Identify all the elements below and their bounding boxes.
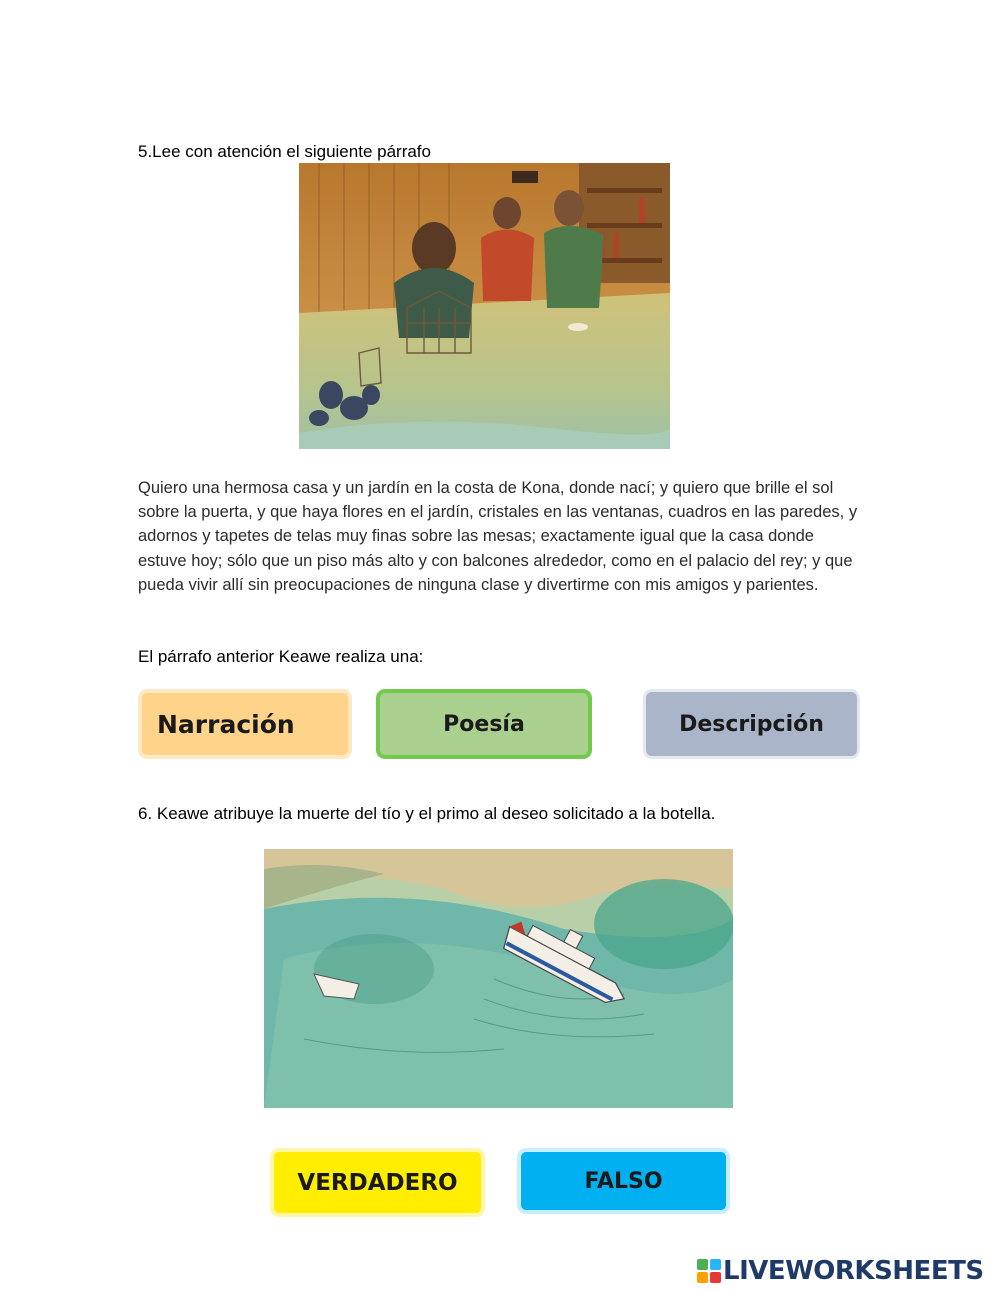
option-verdadero[interactable]: VERDADERO [270, 1148, 485, 1217]
question-5-title: 5.Lee con atención el siguiente párrafo [138, 142, 431, 161]
liveworksheets-logo [697, 1255, 984, 1287]
house-model-illustration [299, 163, 670, 449]
logo-text: LIVEWORKSHEETS [723, 1256, 984, 1286]
option-poesia[interactable]: Poesía [376, 689, 592, 759]
logo-block-icon [697, 1259, 708, 1270]
logo-block-icon [710, 1259, 721, 1270]
story-paragraph: Quiero una hermosa casa y un jardín en la costa de Kona, donde nací; y quiero que brille el sol sobre la puerta, y que haya flores en el jardín, cristales en las ventanas, cuadros en las paredes, y adornos y tapetes de telas muy finas sobre las mesas; exactamente igual que la casa donde estuve hoy; sólo que un piso más alto y con balcones alrededor, como en el palacio del rey; y que pueda vivir allí sin preocupaciones de ninguna clase y divertirme con mis amigos y parientes. [138, 479, 858, 594]
option-descripcion[interactable]: Descripción [643, 689, 860, 759]
logo-blocks-icon [697, 1259, 721, 1283]
question-6-title-end: . [710, 804, 716, 823]
option-falso[interactable]: FALSO [517, 1148, 730, 1214]
logo-block-icon [710, 1272, 721, 1283]
question-6-title-text: 6. Keawe atribuye la muerte del tío y el primo al deseo solicitado a la botella [138, 804, 711, 823]
logo-block-icon [697, 1272, 708, 1283]
question-6-title [138, 804, 715, 824]
ship-sea-illustration [264, 849, 733, 1108]
question-5-prompt: El párrafo anterior Keawe realiza una: [138, 647, 424, 666]
option-narracion[interactable]: Narración [138, 689, 352, 759]
